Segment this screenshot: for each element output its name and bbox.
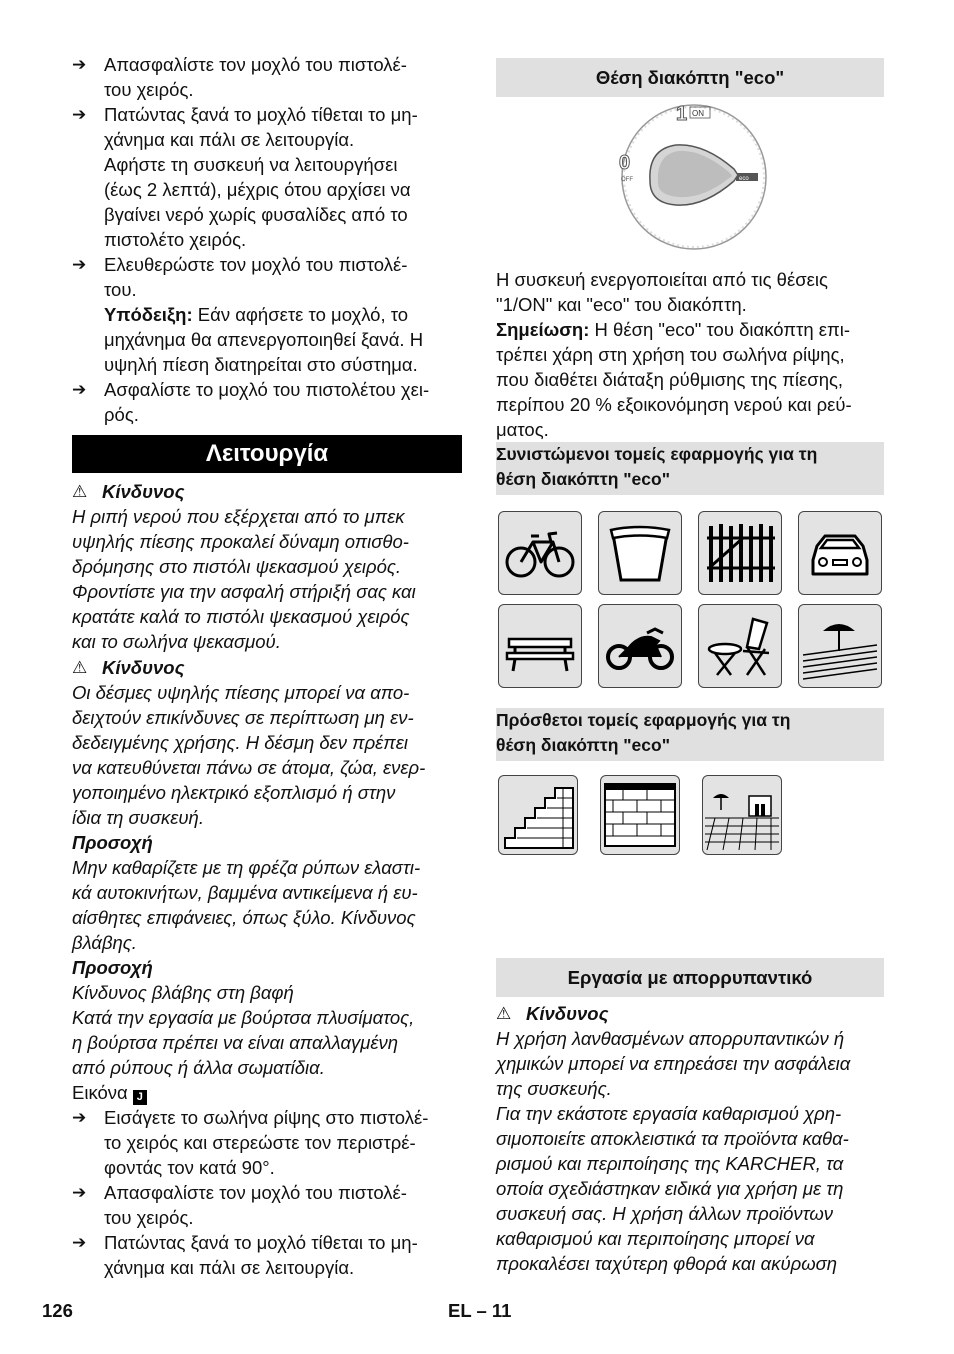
step-note [72,302,462,377]
text-line: από ρύπους ή άλλα σωματίδια. [72,1057,325,1078]
text-line: χάνημα και πάλι σε λειτουργία. [104,1257,355,1278]
text-line: Συνιστώμενοι τομείς εφαρμογής για τη [496,444,818,464]
arrow-right-icon: ➔ [72,1183,87,1202]
section-title-operation: Λειτουργία [72,435,462,473]
danger-2-title: Κίνδυνος [102,657,185,678]
warning-icon: ⚠ [72,658,88,677]
figure-label: Εικόνα [72,1082,128,1103]
text-line: αίσθητες επιφάνειες, όπως ξύλο. Κίνδυνος [72,907,416,928]
text-line: χημικών μπορεί να επηρεάσει την ασφάλεια [496,1053,851,1074]
caution-2-title: Προσοχή [72,957,153,978]
text-line: κρατάτε καλά το πιστόλι ψεκασμού χειρός [72,606,410,627]
step-text [104,1180,462,1230]
danger-1-text [72,504,462,654]
dial-off-number: 0 [619,152,631,174]
text-line: και το σωλήνα ψεκασμού. [72,631,281,652]
step-text [104,377,462,427]
text-line: Εισάγετε το σωλήνα ρίψης στο πιστολέ- [104,1107,429,1128]
text-line: θέση διακόπτη "eco" [496,469,671,489]
text-line: τρέπει χάρη στη χρήση του σωλήνα ρίψης, [496,344,845,365]
text-line: του. [104,279,137,300]
text-line: καθαρισμού και περιποίησης μπορεί να [496,1228,815,1249]
text-line: Η χρήση λανθασμένων απορρυπαντικών ή [496,1028,845,1049]
note-first-line: Η θέση "eco" του διακόπτη επι- [589,319,851,340]
step-text [104,52,462,102]
text-line: Κίνδυνος βλάβης στη βαφή [72,982,294,1003]
text-line: το χειρός και στερεώστε τον περιστρέ- [104,1132,416,1153]
text-line: υψηλή πίεση διατηρείται στο σύστημα. [104,354,418,375]
text-line: Απασφαλίστε τον μοχλό του πιστολέ- [104,54,407,75]
text-line: συσκευή σας. Η χρήση άλλων προϊόντων [496,1203,834,1224]
bench-icon [498,604,582,688]
arrow-right-icon: ➔ [72,1233,87,1252]
text-line: Απασφαλίστε τον μοχλό του πιστολέ- [104,1182,407,1203]
text-line: οποία σχεδιάστηκαν ειδικά για χρήση με τη [496,1178,844,1199]
danger-2-heading [72,655,462,680]
arrow-right-icon: ➔ [72,105,87,124]
motorcycle-icon [598,604,682,688]
text-line: μηχάνημα θα απενεργοποιηθεί ξανά. Η [104,329,424,350]
danger-1-title: Κίνδυνος [102,481,185,502]
text-line: (έως 2 λεπτά), μέχρις ότου αρχίσει να [104,179,411,200]
caution-1-title: Προσοχή [72,832,153,853]
text-line: να κατευθύνεται πάνω σε άτομα, ζώα, ενερ- [72,757,426,778]
text-line: Πατώντας ξανά το μοχλό τίθεται το μη- [104,104,418,125]
text-line: Οι δέσμες υψηλής πίεσης μπορεί να απο- [72,682,410,703]
flower-pot-icon [598,511,682,595]
text-line: ρισμού και περιποίησης της KARCHER, τα [496,1153,844,1174]
right-column [496,58,884,1276]
danger-2-text [72,680,462,830]
text-line: "1/ON" και "eco" του διακόπτη. [496,294,747,315]
fence-icon [698,511,782,595]
steps-bottom [72,1105,462,1280]
arrow-right-icon: ➔ [72,1108,87,1127]
detergent-danger-title: Κίνδυνος [526,1003,609,1024]
step-text [104,1230,462,1280]
text-line: χάνημα και πάλι σε λειτουργία. [104,129,355,150]
text-line: Πατώντας ξανά το μοχλό τίθεται το μη- [104,1232,418,1253]
text-line: ρός. [104,404,139,425]
text-line: σιμοποιείτε αποκλειστικά τα προϊόντα καθα- [496,1128,849,1149]
text-line: που διαθέτει διάταξη ρύθμισης της πίεσης, [496,369,844,390]
text-line: Αφήστε τη συσκευή να λειτουργήσει [104,154,398,175]
recommended-areas-grid [498,511,884,688]
eco-dial-icon [614,97,774,257]
warning-icon: ⚠ [72,482,88,501]
language-page-label: EL – 11 [448,1300,512,1321]
text-line: υψηλής πίεσης προκαλεί δύναμη οπισθο- [72,531,409,552]
instruction-step [72,102,462,152]
eco-dial-figure [496,97,884,257]
steps-top [72,52,462,427]
detergent-danger-text [496,1026,884,1276]
text-line: δρόμησης στο πιστόλι ψεκασμού χειρός. [72,556,402,577]
dial-on-number: 1 [676,103,688,125]
text-line: η βούρτσα πρέπει να είναι απαλλαγμένη [72,1032,399,1053]
text-line: Η ριπή νερού που εξέρχεται από το μπεκ [72,506,405,527]
arrow-right-icon: ➔ [72,380,87,399]
note-label: Υπόδειξη: [104,304,193,325]
danger-1-heading [72,479,462,504]
instruction-step [72,1105,462,1180]
eco-switch-header: Θέση διακόπτη "eco" [496,58,884,97]
text-line: γοποιημένο ηλεκτρικό εξοπλισμό ή στην [72,782,396,803]
arrow-right-icon: ➔ [72,55,87,74]
bicycle-icon [498,511,582,595]
text-line: θέση διακόπτη "eco" [496,735,671,755]
note-rest [496,342,884,442]
text-line: ματος. [496,419,549,440]
detergent-danger-heading [496,1001,884,1026]
text-line: Πρόσθετοι τομείς εφαρμογής για τη [496,710,791,730]
page-number: 126 [42,1300,73,1321]
text-line: Η συσκευή ενεργοποιείται από τις θέσεις [496,269,828,290]
instruction-step [72,252,462,302]
text-line: του χειρός. [104,1207,194,1228]
left-column [72,52,462,1280]
dial-eco-label: eco [739,176,749,182]
additional-areas-grid [498,775,884,855]
text-line: προκαλέσει ταχύτερη φθορά και ακύρωση [496,1253,838,1274]
step-extra-text [72,152,462,252]
stone-stairs-icon [498,775,578,855]
note-first-line: Εάν αφήσετε το μοχλό, το [192,304,409,325]
brick-wall-icon [600,775,680,855]
caution-2-text [72,980,462,1080]
text-line: φοντάς τον κατά 90°. [104,1157,275,1178]
step-text [104,1105,462,1180]
terrace-icon [798,604,882,688]
arrow-right-icon: ➔ [72,255,87,274]
step-text [104,252,462,302]
car-icon [798,511,882,595]
dial-off-label: OFF [621,177,633,183]
figure-reference [72,1080,462,1105]
text-line: περίπου 20 % εξοικονόμηση νερού και ρεύ- [496,394,852,415]
text-line: κά αυτοκινήτων, βαμμένα αντικείμενα ή ευ- [72,882,418,903]
additional-areas-header [496,708,884,761]
dial-on-label: ON [692,109,704,118]
instruction-step [72,52,462,102]
text-line: Μην καθαρίζετε με τη φρέζα ρύπων ελαστι- [72,857,421,878]
caution-1-text [72,855,462,955]
text-line: Ελευθερώστε τον μοχλό του πιστολέ- [104,254,408,275]
text-line: δειχτούν επικίνδυνες σε περίπτωση μη εν- [72,707,414,728]
text-line: Ασφαλίστε το μοχλό του πιστολέτου χει- [104,379,430,400]
text-line: βγαίνει νερό χωρίς φυσαλίδες από το [104,204,408,225]
text-line: του χειρός. [104,79,194,100]
garden-furniture-icon [698,604,782,688]
text-line: της συσκευής. [496,1078,612,1099]
figure-j-icon: J [133,1090,147,1105]
text-line: δεδειγμένης χρήσης. Η δέσμη δεν πρέπει [72,732,408,753]
instruction-step [72,1180,462,1230]
step-text [104,102,462,152]
detergent-header: Εργασία με απορρυπαντικό [496,958,884,997]
note-label: Σημείωση: [496,319,590,340]
text-line: Για την εκάστοτε εργασία καθαρισμού χρη- [496,1103,842,1124]
text-line: ίδια τη συσκευή. [72,807,204,828]
warning-icon: ⚠ [496,1004,512,1023]
text-line: Φροντίστε για την ασφαλή στήριξή σας και [72,581,416,602]
instruction-step [72,377,462,427]
instruction-step [72,1230,462,1280]
text-line: Κατά την εργασία με βούρτσα πλυσίματος, [72,1007,415,1028]
eco-note [496,317,884,442]
text-line: βλάβης. [72,932,137,953]
text-line: πιστολέτο χειρός. [104,229,247,250]
paved-patio-icon [702,775,782,855]
eco-paragraph [496,267,884,317]
recommended-areas-header [496,442,884,495]
